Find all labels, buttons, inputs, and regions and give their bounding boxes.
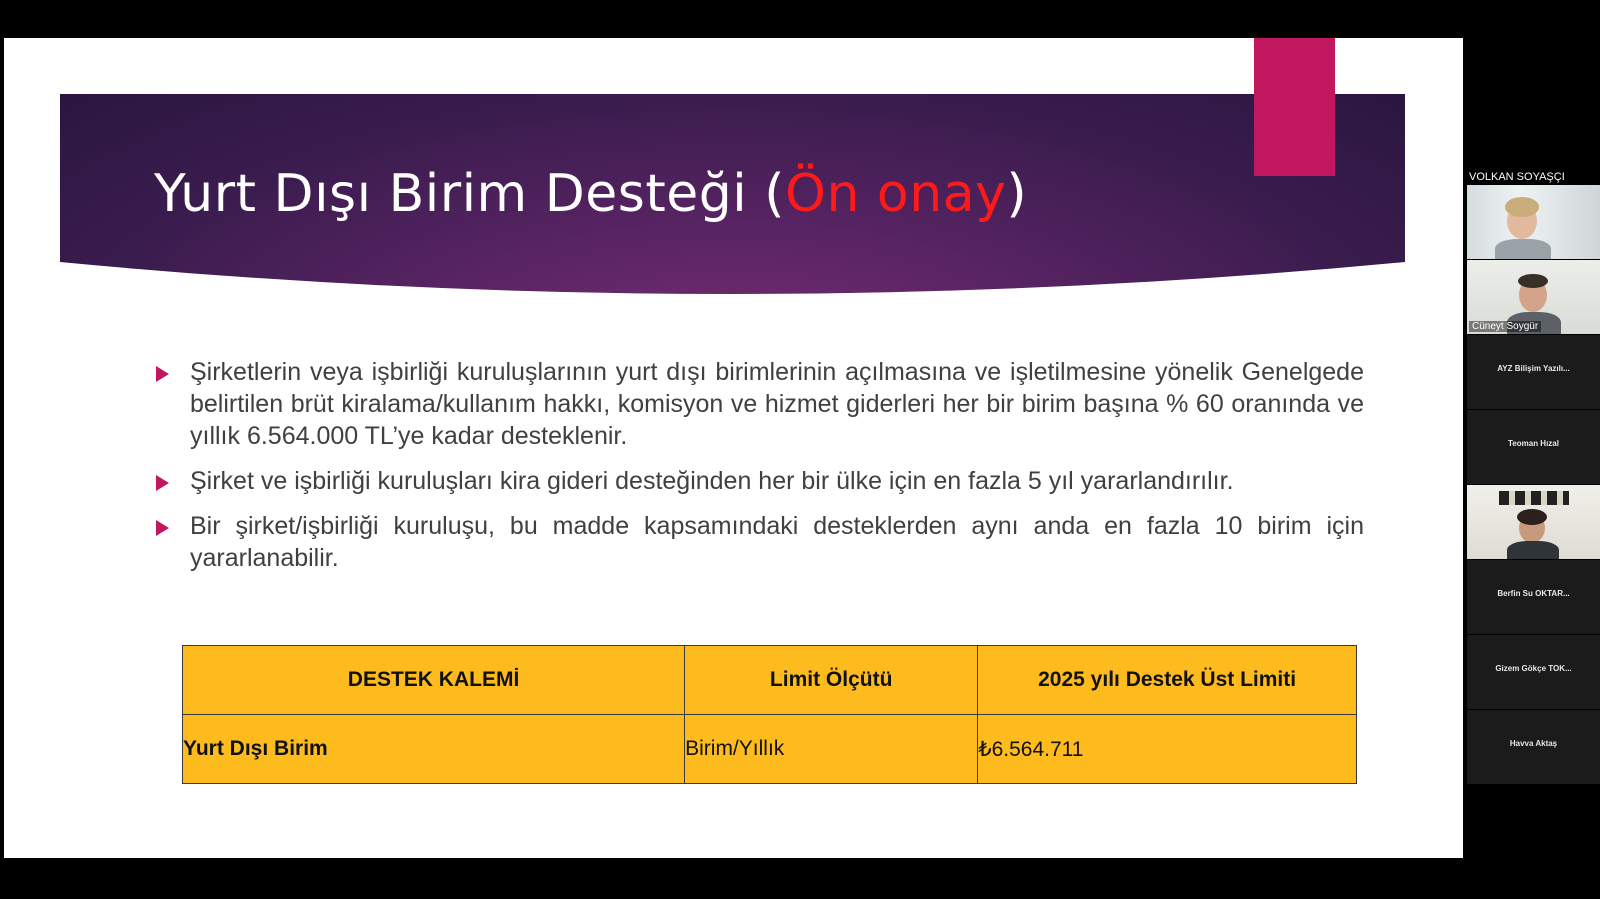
participant-tile[interactable] — [1467, 410, 1600, 484]
participant-tile[interactable] — [1467, 335, 1600, 409]
bullet-arrow-icon — [156, 520, 169, 536]
participant-name: Havva Aktaş — [1509, 739, 1558, 748]
participant-tile[interactable] — [1467, 560, 1600, 634]
participant-tile[interactable] — [1467, 635, 1600, 709]
person-hair — [1505, 197, 1539, 217]
accent-tab — [1254, 38, 1335, 176]
table-header: 2025 yılı Destek Üst Limiti — [978, 646, 1357, 715]
bullet-text: Şirketlerin veya işbirliği kuruluşlarının yurt dışı birimlerinin açılmasına ve işletilmesine yönelik Genelgede belirtilen brüt kiralama/kullanım hakkı, komisyon ve hizmet giderleri her bir birim başına % 60 oranında ve yıllık 6.564.000 TL’ye kadar desteklenir. — [190, 358, 1364, 450]
table-header: Limit Ölçütü — [685, 646, 978, 715]
participant-name: Cüneyt Soygür — [1469, 321, 1541, 332]
table-cell: Yurt Dışı Birim — [183, 715, 685, 784]
wall-frames — [1499, 491, 1569, 505]
bullet-item — [150, 356, 1364, 452]
participant-name: Gizem Gökçe TOK... — [1495, 664, 1572, 673]
table-row — [183, 715, 1357, 784]
bullet-item — [150, 465, 1364, 497]
person-body — [1507, 541, 1559, 559]
participant-tile-video[interactable] — [1467, 260, 1600, 334]
table-cell: ₺6.564.711 — [978, 715, 1357, 784]
title-end: ) — [1006, 164, 1028, 224]
presentation-slide — [4, 38, 1463, 858]
table-header-row — [183, 646, 1357, 715]
participant-tile-video[interactable] — [1467, 485, 1600, 559]
person-body — [1495, 239, 1551, 259]
title-main: Yurt Dışı Birim Desteği ( — [154, 164, 786, 224]
host-name: VOLKAN SOYAŞÇI — [1469, 171, 1565, 183]
title-highlight: Ön onay — [785, 164, 1007, 224]
bullet-text: Bir şirket/işbirliği kuruluşu, bu madde kapsamındaki desteklerden aynı anda en fazla 10 birim için yararlanabilir. — [190, 512, 1364, 572]
person-hair — [1518, 274, 1548, 288]
bullet-list — [150, 356, 1364, 587]
bullet-arrow-icon — [156, 366, 169, 382]
bullet-arrow-icon — [156, 475, 169, 491]
participant-name: AYZ Bilişim Yazılı... — [1497, 364, 1570, 373]
slide-title — [154, 164, 1027, 224]
participant-name: Berfin Su OKTAR... — [1497, 589, 1570, 598]
participant-panel — [1467, 168, 1600, 788]
bullet-text: Şirket ve işbirliği kuruluşları kira gideri desteğinden her bir ülke için en fazla 5 yıl yararlandırılır. — [190, 467, 1234, 495]
participant-tile-video[interactable] — [1467, 185, 1600, 259]
bullet-item — [150, 510, 1364, 574]
support-table — [182, 645, 1357, 784]
table-cell: Birim/Yıllık — [685, 715, 978, 784]
person-hair — [1517, 509, 1547, 525]
participant-name: Teoman Hızal — [1508, 439, 1559, 448]
table-header: DESTEK KALEMİ — [183, 646, 685, 715]
participant-tile[interactable] — [1467, 710, 1600, 784]
